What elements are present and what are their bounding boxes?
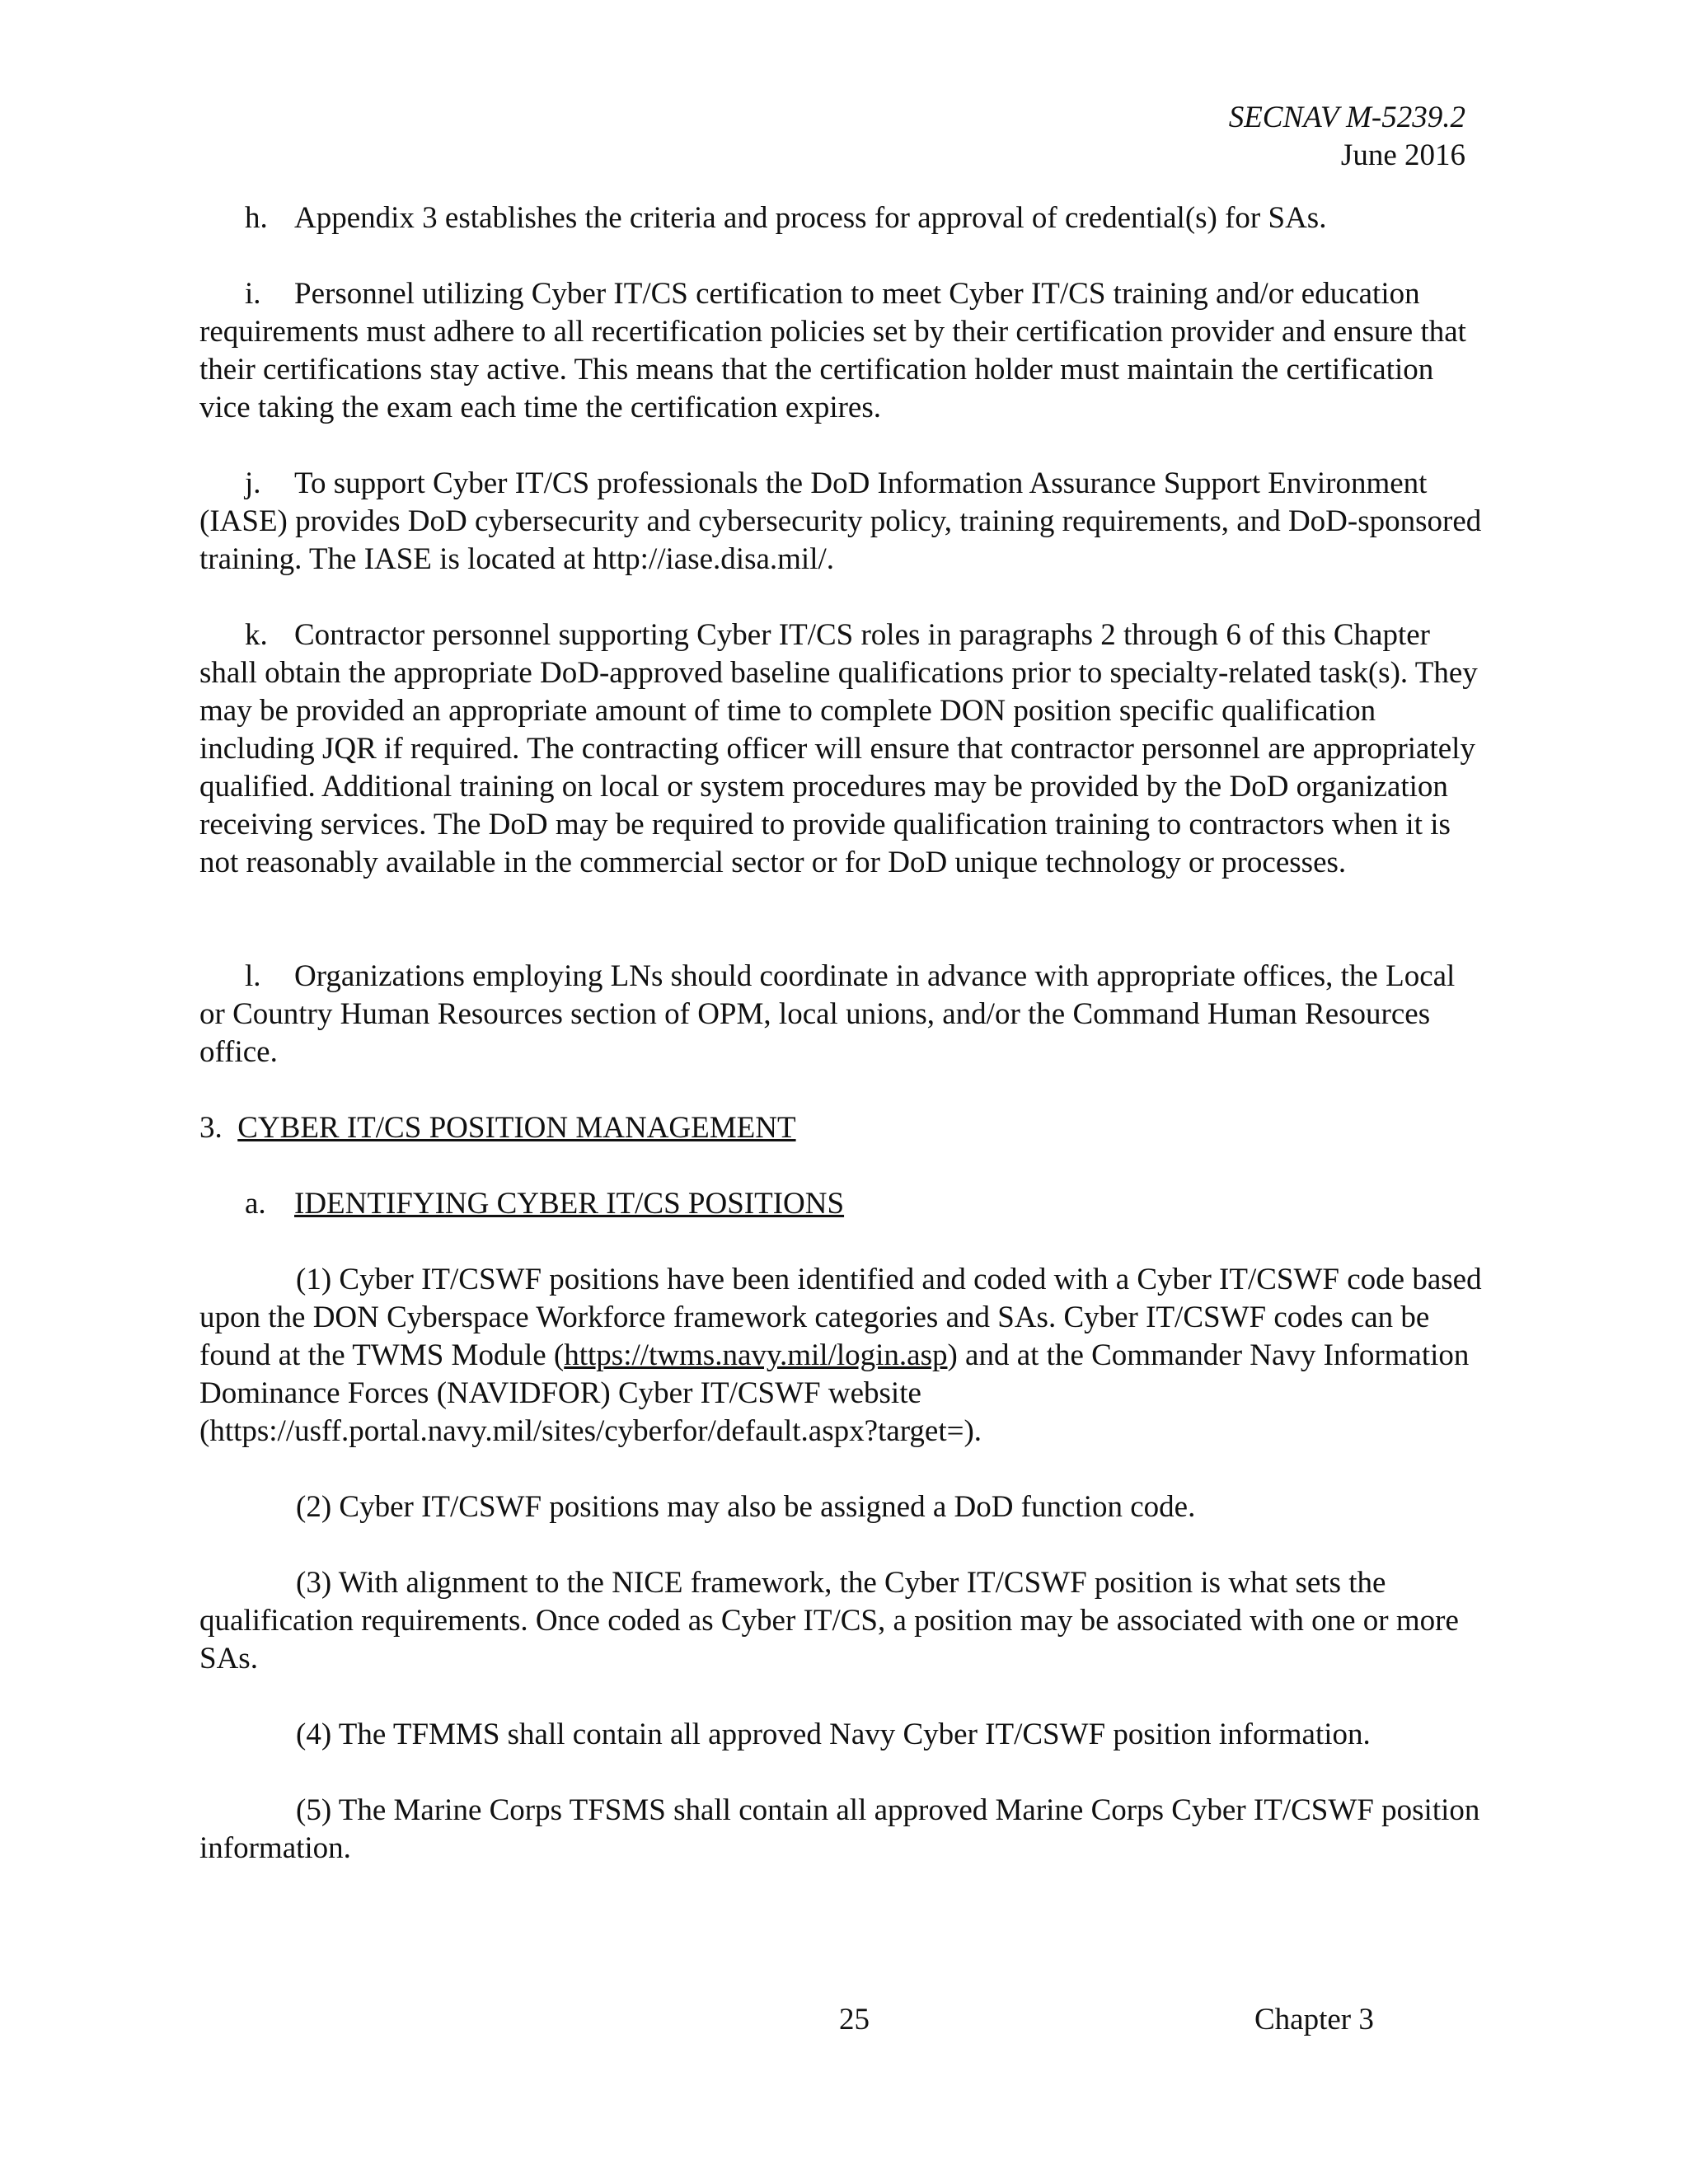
item-text: Cyber IT/CSWF positions may also be assigned a DoD function code. <box>339 1490 1196 1524</box>
item-text-continued: ) and at the Commander Navy Information Dominance Forces (NAVIDFOR) Cyber IT/CSWF website (https://usff.portal.navy.mil/sites/cyberfor/default.aspx?target=). <box>199 1338 1470 1448</box>
paragraph-text: Organizations employing LNs should coordinate in advance with appropriate offices, the Local or Country Human Resources section of OPM, local unions, and/or the Command Human Resources office. <box>199 959 1456 1069</box>
paragraph-label: i. <box>245 277 261 311</box>
paragraph-j <box>199 465 1485 579</box>
document-id: SECNAV M-5239.2 <box>1228 101 1465 134</box>
item-number: (5) <box>296 1793 332 1827</box>
item-number: (4) <box>296 1718 332 1751</box>
item-4 <box>199 1716 1485 1754</box>
paragraph-label: k. <box>245 618 268 652</box>
paragraph-text: Contractor personnel supporting Cyber IT/CS roles in paragraphs 2 through 6 of this Chapter shall obtain the appropriate DoD-approved baseline qualifications prior to specialty-related task(s). They may be provided an appropriate amount of time to complete DON position specific qualification including JQR if required. The contracting officer will ensure that contractor personnel are appropriately qualified. Additional training on local or system procedures may be provided by the DoD organization receiving services. The DoD may be required to provide qualification training to contractors when it is not reasonably available in the commercial sector or for DoD unique technology or processes. <box>199 618 1478 879</box>
paragraph-l <box>199 958 1485 1071</box>
page-number: 25 <box>839 2003 870 2036</box>
item-text: The TFMMS shall contain all approved Navy Cyber IT/CSWF position information. <box>338 1718 1371 1751</box>
item-3 <box>199 1564 1485 1678</box>
subsection-heading <box>199 1185 1485 1223</box>
document-date: June 2016 <box>1340 138 1465 172</box>
paragraph-label: j. <box>245 466 261 500</box>
item-text: The Marine Corps TFSMS shall contain all approved Marine Corps Cyber IT/CSWF position information. <box>199 1793 1480 1865</box>
paragraph-label: h. <box>245 201 268 235</box>
subsection-title: IDENTIFYING CYBER IT/CS POSITIONS <box>294 1187 845 1221</box>
item-number: (3) <box>296 1566 332 1600</box>
item-text: With alignment to the NICE framework, the Cyber IT/CSWF position is what sets the qualification requirements. Once coded as Cyber IT/CS, a position may be associated with one or more SAs. <box>199 1566 1459 1675</box>
section-title: CYBER IT/CS POSITION MANAGEMENT <box>237 1111 796 1145</box>
item-text: Cyber IT/CSWF positions have been identified and coded with a Cyber IT/CSWF code based upon the DON Cyberspace Workforce framework categories and SAs. Cyber IT/CSWF codes can be found at the TWMS Module ( <box>199 1263 1482 1372</box>
item-1 <box>199 1261 1485 1451</box>
section-heading <box>199 1109 1485 1147</box>
item-2 <box>199 1488 1485 1526</box>
paragraph-text: Appendix 3 establishes the criteria and process for approval of credential(s) for SAs. <box>294 201 1327 235</box>
paragraph-text: Personnel utilizing Cyber IT/CS certification to meet Cyber IT/CS training and/or education requirements must adhere to all recertification policies set by their certification provider and ensure that their certifications stay active. This means that the certification holder must maintain the certification vice taking the exam each time the certification expires. <box>199 277 1466 424</box>
paragraph-i <box>199 275 1485 427</box>
item-number: (2) <box>296 1490 332 1524</box>
subsection-label: a. <box>245 1187 266 1221</box>
item-5 <box>199 1792 1485 1868</box>
paragraph-k <box>199 616 1485 882</box>
paragraph-text: To support Cyber IT/CS professionals the DoD Information Assurance Support Environment (IASE) provides DoD cybersecurity and cybersecurity policy, training requirements, and DoD-sponsored training. The IASE is located at http://iase.disa.mil/. <box>199 466 1482 576</box>
section-number: 3. <box>199 1111 223 1145</box>
paragraph-label: l. <box>245 959 261 993</box>
chapter-label: Chapter 3 <box>1254 2003 1374 2036</box>
item-number: (1) <box>296 1263 332 1296</box>
twms-link[interactable]: https://twms.navy.mil/login.asp <box>564 1338 948 1372</box>
paragraph-h <box>199 199 1485 237</box>
